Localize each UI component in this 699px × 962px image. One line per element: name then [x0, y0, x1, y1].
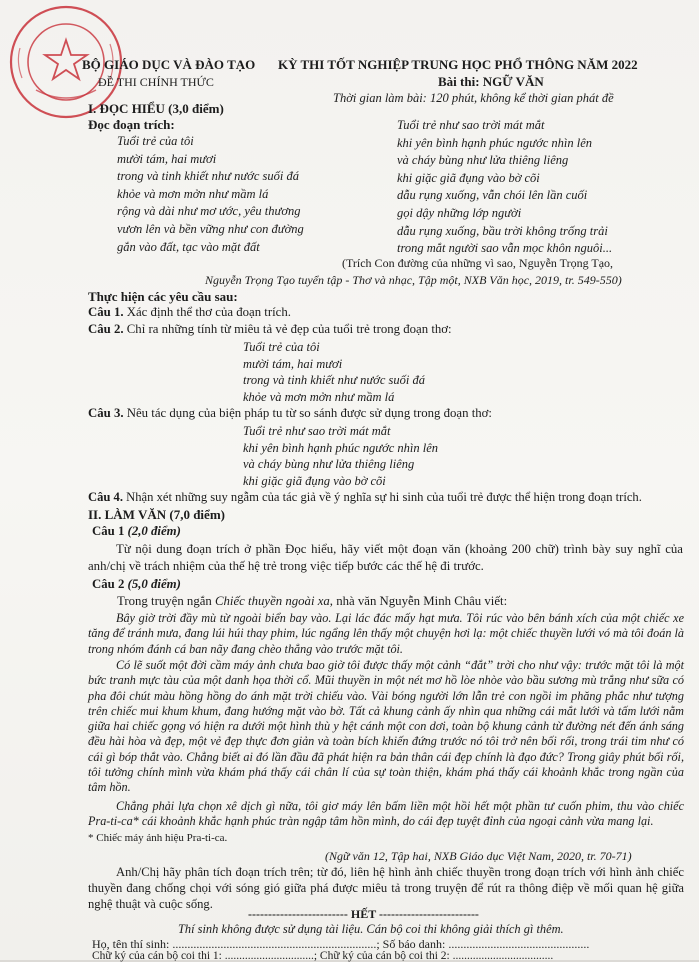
poem-line: gắn vào đất, tạc vào mặt đất	[117, 239, 260, 254]
source-line-1: (Trích Con đường của những vì sao, Nguyễn Trọng Tạo,	[342, 256, 614, 270]
reading-label: Đọc đoạn trích:	[88, 117, 175, 132]
essay-2-task: Anh/Chị hãy phân tích đoạn trích trên; từ đó, liên hệ hình ảnh chiếc thuyền trong đoạn trích với hình ảnh chiếc thuyền đang chống chọi với sóng gió giữa phá được miêu tả trong truyện để rút ra thông điệp về mối quan hệ giữa nghệ thuật và cuộc sống.	[88, 865, 684, 911]
exam-title: KỲ THI TỐT NGHIỆP TRUNG HỌC PHỔ THÔNG NĂM 2022	[278, 57, 638, 72]
poem-line: và cháy bùng như lửa thiêng liêng	[243, 457, 415, 471]
poem-line: vươn lên và bền vững như con đường	[117, 221, 304, 236]
question-label: Câu 1	[92, 524, 125, 538]
poem-line: Tuổi trẻ của tôi	[117, 134, 194, 148]
poem-line: gọi dậy những lớp người	[397, 205, 522, 220]
question-points: (2,0 điểm)	[124, 524, 181, 538]
footnote: * Chiếc máy ảnh hiệu Pra-ti-ca.	[88, 832, 228, 844]
excerpt-paragraph-3: Chẳng phải lựa chọn xê dịch gì nữa, tôi giơ máy lên bấm liền một hồi hết một phần tư cuốn phim, thu vào chiếc Pra-ti-ca* cái khoảnh khắc hạnh phúc tràn ngập tâm hồn mình, do cái đẹp tuyệt đỉnh của ngoại cảnh vừa mang lại.	[88, 799, 684, 829]
poem-right-column	[397, 117, 612, 258]
q3-poem	[243, 423, 438, 489]
poem-line: mười tám, hai mươi	[243, 356, 343, 371]
poem-line: dẫu rụng xuống, bầu trời không trống trải	[397, 223, 608, 238]
task-title: Thực hiện các yêu cầu sau:	[88, 289, 238, 304]
ministry-name: BỘ GIÁO DỤC VÀ ĐÀO TẠO	[82, 57, 256, 72]
question-4	[88, 490, 642, 505]
poem-line: rộng và dài như mơ ước, yêu thương	[117, 204, 301, 219]
part2-title: II. LÀM VĂN (7,0 điểm)	[88, 507, 225, 522]
essay-1-text: Từ nội dung đoạn trích ở phần Đọc hiểu, hãy viết một đoạn văn (khoảng 200 chữ) trình bày suy nghĩ của anh/chị về trách nhiệm của thế hệ trẻ trong việc tiếp bước các thế hệ đi trước.	[88, 542, 683, 573]
source-line-2: Nguyễn Trọng Tạo tuyển tập - Thơ và nhạc, Tập một, NXB Văn học, 2019, tr. 549-550)	[205, 273, 622, 287]
poem-line: trong mắt người sao vẫn mọc khôn nguôi...	[397, 241, 613, 256]
question-label: Câu 4.	[88, 490, 123, 504]
essay-2-intro	[117, 594, 507, 609]
question-1	[88, 305, 291, 320]
question-text: Chỉ ra những tính từ miêu tả vẻ đẹp của tuổi trẻ trong đoạn thơ:	[123, 322, 452, 336]
essay-1-heading	[92, 524, 181, 539]
story-title: Chiếc thuyền ngoài xa	[215, 594, 330, 608]
question-points: (5,0 điểm)	[124, 577, 181, 591]
poem-line: trong và tinh khiết như nước suối đá	[243, 373, 425, 387]
poem-line: khỏe và mơn mởn như mầm lá	[243, 389, 395, 404]
poem-line: mười tám, hai mươi	[117, 151, 217, 166]
question-label: Câu 3.	[88, 406, 124, 420]
part1-title: I. ĐỌC HIỂU (3,0 điểm)	[88, 101, 224, 116]
poem-line: khi yên bình hạnh phúc ngước nhìn lên	[243, 440, 439, 455]
intro-text: , nhà văn Nguyễn Minh Châu viết:	[329, 594, 508, 608]
question-text: Xác định thể thơ của đoạn trích.	[123, 305, 291, 319]
excerpt-paragraph-1: Bây giờ trời đầy mù từ ngoài biển bay vào. Lại lác đác mấy hạt mưa. Tôi rúc vào bên bánh xích của một chiếc xe tăng để tránh mưa, đang lúi húi thay phim, lúc ngẩng lên thấy một chuyện hơi lạ: một chiếc thuyền lưới vó mà tôi đoán là trong nhóm đánh cá ban nãy đang chèo thẳng vào trước mặt tôi.	[88, 611, 684, 656]
poem-line: Tuổi trẻ của tôi	[243, 340, 320, 354]
question-text: Nêu tác dụng của biện pháp tu từ so sánh được sử dụng trong đoạn thơ:	[123, 406, 492, 420]
poem-line: khi giặc giã đụng vào bờ cõi	[243, 473, 386, 488]
essay-2-heading	[92, 577, 181, 592]
candidate-name-field: Họ, tên thí sinh: ....................................................................; Số báo danh: ...............................................	[92, 937, 590, 951]
question-2	[88, 322, 452, 337]
poem-line: khỏe và mơn mởn như mầm lá	[117, 186, 269, 201]
poem-line: trong và tinh khiết như nước suối đá	[117, 169, 299, 184]
q2-poem	[243, 339, 425, 405]
poem-line: Tuổi trẻ như sao trời mát mắt	[243, 424, 391, 438]
time-limit: Thời gian làm bài: 120 phút, không kể thời gian phát đề	[333, 91, 614, 105]
poem-line: khi giặc giã đụng vào bờ cõi	[397, 170, 540, 185]
poem-line: và cháy bùng như lửa thiêng liêng	[397, 153, 569, 168]
question-label: Câu 2	[92, 577, 125, 591]
poem-line: dẫu rụng xuống, vẫn chói lên lần cuối	[397, 188, 588, 203]
excerpt-source: (Ngữ văn 12, Tập hai, NXB Giáo dục Việt Nam, 2020, tr. 70-71)	[325, 849, 632, 863]
question-3	[88, 406, 492, 421]
question-text: Nhận xét những suy ngẫm của tác giả về ý nghĩa sự hi sinh của tuổi trẻ được thể hiện trong đoạn trích.	[123, 490, 642, 504]
poem-left-column	[117, 133, 304, 256]
poem-line: Tuổi trẻ như sao trời mát mắt	[397, 118, 545, 132]
poem-line: khi yên bình hạnh phúc ngước nhìn lên	[397, 135, 593, 150]
intro-text: Trong truyện ngắn	[117, 594, 215, 608]
subject-label: Bài thi: NGỮ VĂN	[438, 74, 544, 89]
excerpt-paragraph-2: Có lẽ suốt một đời cầm máy ảnh chưa bao giờ tôi được thấy một cảnh “đắt” trời cho như vậy: trước mặt tôi là một bức tranh mực tàu của một danh họa thời cổ. Mũi thuyền in một nét mơ hồ lòe nhòe vào bầu sương mù trắng như sữa có pha đôi chút màu hồng hồng do ánh mặt trời chiếu vào. Vài bóng người lớn lẫn trẻ con ngồi im phăng phắc như tượng trên chiếc mui khum khum, đang hướng mặt vào bờ. Tất cả khung cảnh ấy nhìn qua những cái mắt lưới và tấm lưới nằm giữa hai chiếc gọng vó hiện ra dưới một hình thù y hệt cánh một con dơi, toàn bộ khung cảnh từ đường nét đến ánh sáng đều hài hòa và đẹp, một vẻ đẹp thực đơn giản và toàn bích khiến đứng trước nó tôi trở nên bối rối, trong trái tim như có cái gì bóp thắt vào. Chẳng biết ai đó lần đầu đã phát hiện ra bản thân cái đẹp chính là đạo đức? Trong giây phút bối rối, tôi tưởng chính mình vừa khám phá thấy cái chân lí của sự toàn thiện, khám phá thấy cái khoảnh khắc trong ngần của tâm hồn.	[88, 658, 684, 795]
exam-note: Thí sinh không được sử dụng tài liệu. Cán bộ coi thi không giải thích gì thêm.	[178, 922, 564, 936]
signature-fields: Chữ ký của cán bộ coi thi 1: ...............................; Chữ ký của cán bộ coi thi 2: ...................................	[92, 950, 554, 962]
end-marker: ------------------------- HẾT -------------------------	[248, 907, 479, 921]
question-label: Câu 2.	[88, 322, 124, 336]
question-label: Câu 1.	[88, 305, 124, 319]
official-label: ĐỀ THI CHÍNH THỨC	[98, 75, 214, 89]
